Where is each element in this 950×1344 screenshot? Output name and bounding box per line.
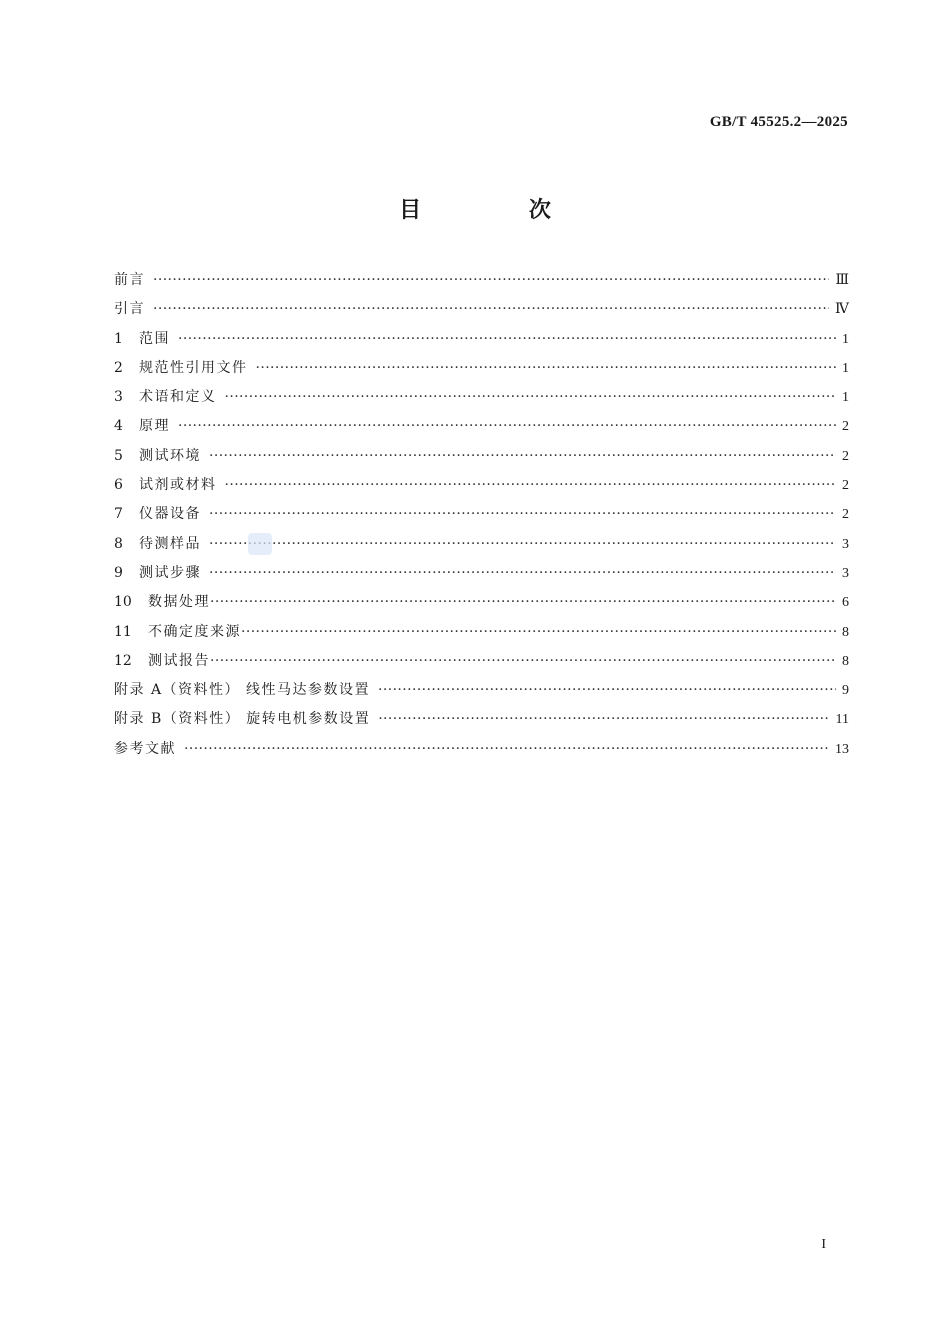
toc-dot-leader xyxy=(378,711,829,727)
toc-dot-leader xyxy=(241,624,836,640)
toc-label: 规范性引用文件 xyxy=(139,359,248,376)
toc-page-number: 3 xyxy=(842,565,849,581)
toc-dot-leader xyxy=(225,477,837,493)
toc-label: 不确定度来源 xyxy=(148,623,241,640)
toc-entry-foreword[interactable] xyxy=(114,269,849,298)
toc-label: 仪器设备 xyxy=(139,506,201,523)
watermark-logo xyxy=(248,533,272,555)
toc-label: 待测样品 xyxy=(139,535,201,552)
toc-entry-apparatus[interactable] xyxy=(114,503,849,532)
toc-entry-test-procedure[interactable] xyxy=(114,562,849,591)
toc-entry-scope[interactable] xyxy=(114,328,849,357)
toc-page-number: 1 xyxy=(842,331,849,347)
toc-section-number: 8 xyxy=(114,535,123,552)
standard-number: GB/T 45525.2—2025 xyxy=(709,114,848,130)
toc-dot-leader xyxy=(153,272,829,288)
toc-dot-leader xyxy=(184,741,829,757)
toc-label: 附录 A（资料性） 线性马达参数设置 xyxy=(114,682,371,699)
toc-label: 测试报告 xyxy=(148,652,210,669)
toc-dot-leader xyxy=(209,448,836,464)
toc-label: 测试步骤 xyxy=(139,564,201,581)
page-number: I xyxy=(821,1237,826,1252)
toc-section-number: 4 xyxy=(114,418,123,435)
toc-page-number: 11 xyxy=(835,712,849,728)
toc-dot-leader xyxy=(178,331,836,347)
toc-section-number: 6 xyxy=(114,477,123,494)
toc-page-number: Ⅳ xyxy=(835,302,849,318)
toc-section-number: 2 xyxy=(114,359,123,376)
toc-section-number: 1 xyxy=(114,330,123,347)
toc-label: 参考文献 xyxy=(114,740,176,757)
toc-page-number: 3 xyxy=(842,536,849,552)
toc-section-number: 12 xyxy=(114,652,132,669)
toc-entry-bibliography[interactable] xyxy=(114,738,849,767)
toc-label: 测试环境 xyxy=(139,447,201,464)
toc-entry-test-environment[interactable] xyxy=(114,445,849,474)
toc-entry-annex-b[interactable] xyxy=(114,708,849,737)
toc-entry-test-report[interactable] xyxy=(114,650,849,679)
toc-entry-reagents[interactable] xyxy=(114,474,849,503)
toc-dot-leader xyxy=(210,653,836,669)
toc-section-number: 7 xyxy=(114,506,123,523)
toc-label: 前言 xyxy=(114,272,145,288)
toc-section-number: 10 xyxy=(114,594,132,611)
toc-page-number: 1 xyxy=(842,390,849,406)
toc-dot-leader xyxy=(153,301,829,317)
toc-label: 术语和定义 xyxy=(139,389,217,406)
toc-entry-principle[interactable] xyxy=(114,415,849,444)
toc-section-number: 5 xyxy=(114,447,123,464)
toc-page-number: 13 xyxy=(835,741,849,757)
toc-entry-data-processing[interactable] xyxy=(114,591,849,620)
toc-entry-normative-references[interactable] xyxy=(114,357,849,386)
toc-page-number: 2 xyxy=(842,507,849,523)
toc-dot-leader xyxy=(209,536,836,552)
toc-label: 范围 xyxy=(139,330,170,347)
toc-label: 数据处理 xyxy=(148,594,210,611)
toc-entry-samples[interactable] xyxy=(114,533,849,562)
toc-page-number: 2 xyxy=(842,478,849,494)
toc-label: 试剂或材料 xyxy=(139,477,217,494)
toc-page-number: 8 xyxy=(842,624,849,640)
toc-dot-leader xyxy=(209,506,836,522)
toc-page-number: 2 xyxy=(842,419,849,435)
toc-label: 引言 xyxy=(114,301,145,318)
toc-dot-leader xyxy=(225,389,837,405)
toc-page-number: 9 xyxy=(842,683,849,699)
page-title: 目 次 xyxy=(399,198,601,223)
toc-dot-leader xyxy=(209,565,836,581)
toc-page-number: 2 xyxy=(842,448,849,464)
toc-dot-leader xyxy=(178,418,836,434)
toc-label: 附录 B（资料性） 旋转电机参数设置 xyxy=(114,711,371,728)
toc-dot-leader xyxy=(210,594,836,610)
toc-page-number: 1 xyxy=(842,360,849,376)
table-of-contents xyxy=(114,269,849,767)
toc-entry-annex-a[interactable] xyxy=(114,679,849,708)
toc-entry-terms[interactable] xyxy=(114,386,849,415)
toc-page-number: 8 xyxy=(842,653,849,669)
toc-dot-leader xyxy=(256,360,837,376)
toc-dot-leader xyxy=(378,682,836,698)
toc-label: 原理 xyxy=(139,418,170,435)
toc-section-number: 9 xyxy=(114,564,123,581)
toc-entry-introduction[interactable] xyxy=(114,298,849,327)
toc-entry-uncertainty[interactable] xyxy=(114,621,849,650)
toc-section-number: 3 xyxy=(114,389,123,406)
toc-page-number: Ⅲ xyxy=(835,273,849,288)
toc-section-number: 11 xyxy=(114,623,132,640)
toc-page-number: 6 xyxy=(842,595,849,611)
